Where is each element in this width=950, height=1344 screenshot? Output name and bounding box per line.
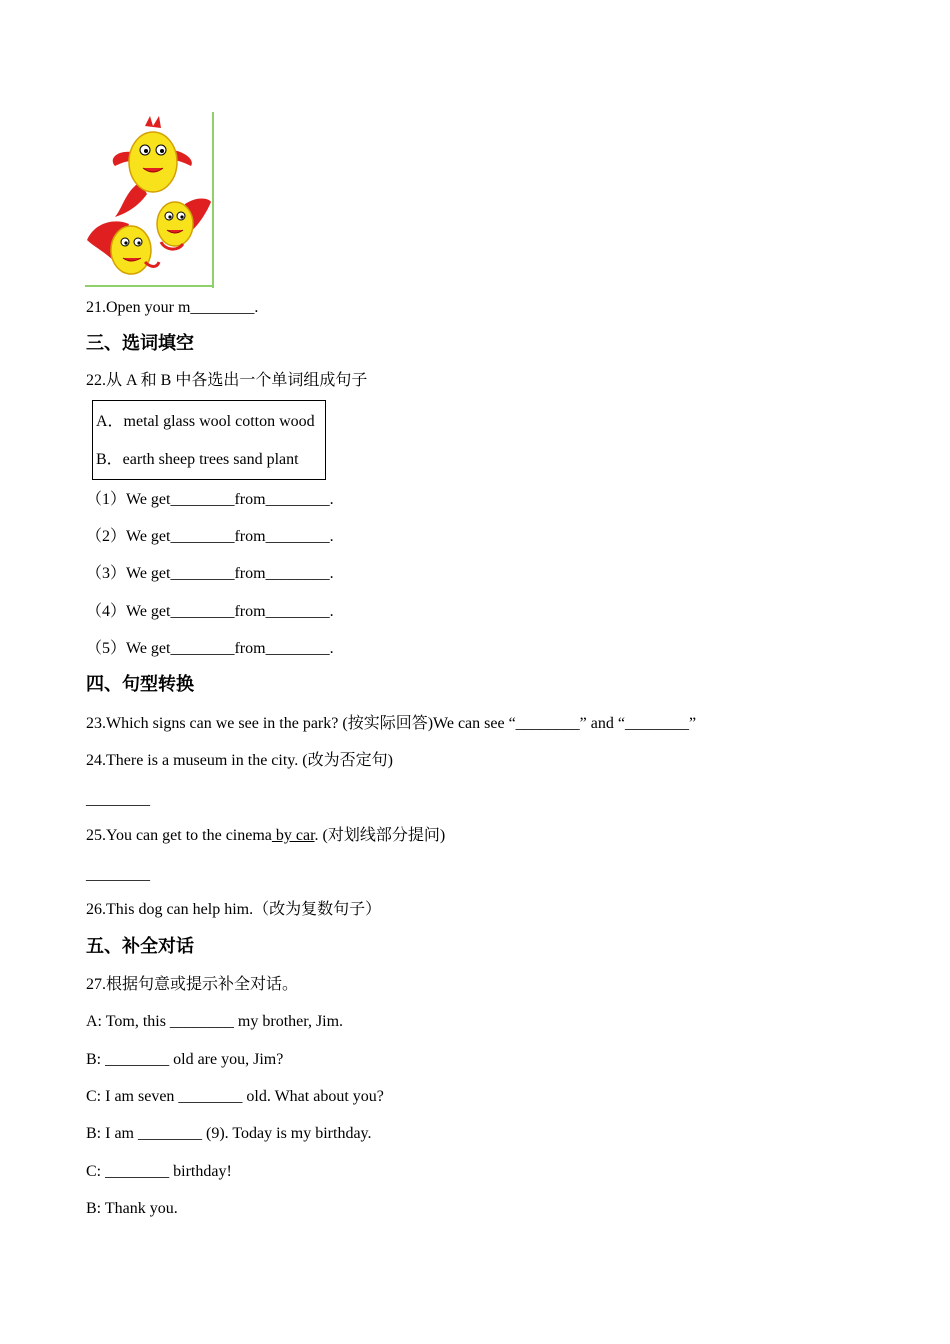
question-23: 23.Which signs can we see in the park? (按实际回答)We can see “________” and “________”: [86, 715, 697, 732]
bottom-left-fish-icon: [87, 221, 159, 274]
dialogue-line-1: A: Tom, this ________ my brother, Jim.: [86, 1013, 344, 1030]
fill-line-5: （5）We get________from________.: [86, 640, 334, 657]
dialogue-line-6: B: Thank you.: [86, 1200, 178, 1217]
question-25-underlined: by car: [271, 827, 315, 844]
answer-blank-24: ________: [86, 791, 150, 808]
question-24: 24.There is a museum in the city. (改为否定句): [86, 752, 393, 769]
section-4-heading: 四、句型转换: [86, 674, 194, 695]
question-25-prefix: 25.You can get to the cinema: [86, 827, 272, 844]
dialogue-line-5: C: ________ birthday!: [86, 1163, 232, 1180]
option-a-words: A．metal glass wool cotton wood: [96, 413, 315, 430]
option-b-words: B．earth sheep trees sand plant: [96, 451, 299, 468]
cartoon-fish-picture: [85, 112, 215, 288]
fill-line-1: （1）We get________from________.: [86, 491, 334, 508]
question-22: 22.从 A 和 B 中各选出一个单词组成句子: [86, 372, 368, 389]
bottom-right-fish-icon: [157, 199, 211, 250]
question-27: 27.根据句意或提示补全对话。: [86, 976, 299, 993]
dialogue-line-3: C: I am seven ________ old. What about you?: [86, 1088, 384, 1105]
dialogue-line-4: B: I am ________ (9). Today is my birthday.: [86, 1125, 372, 1142]
answer-blank-25: ________: [86, 866, 150, 883]
fill-line-2: （2）We get________from________.: [86, 528, 334, 545]
question-26: 26.This dog can help him.（改为复数句子）: [86, 901, 382, 918]
section-5-heading: 五、补全对话: [86, 936, 194, 957]
dialogue-line-2: B: ________ old are you, Jim?: [86, 1051, 284, 1068]
question-25-suffix: . (对划线部分提问): [314, 827, 446, 844]
section-3-heading: 三、选词填空: [86, 333, 194, 354]
question-25: [86, 826, 445, 846]
fill-line-4: （4）We get________from________.: [86, 603, 334, 620]
fill-line-3: （3）We get________from________.: [86, 565, 334, 582]
question-21: 21.Open your m________.: [86, 299, 259, 316]
top-fish-icon: [113, 116, 192, 217]
